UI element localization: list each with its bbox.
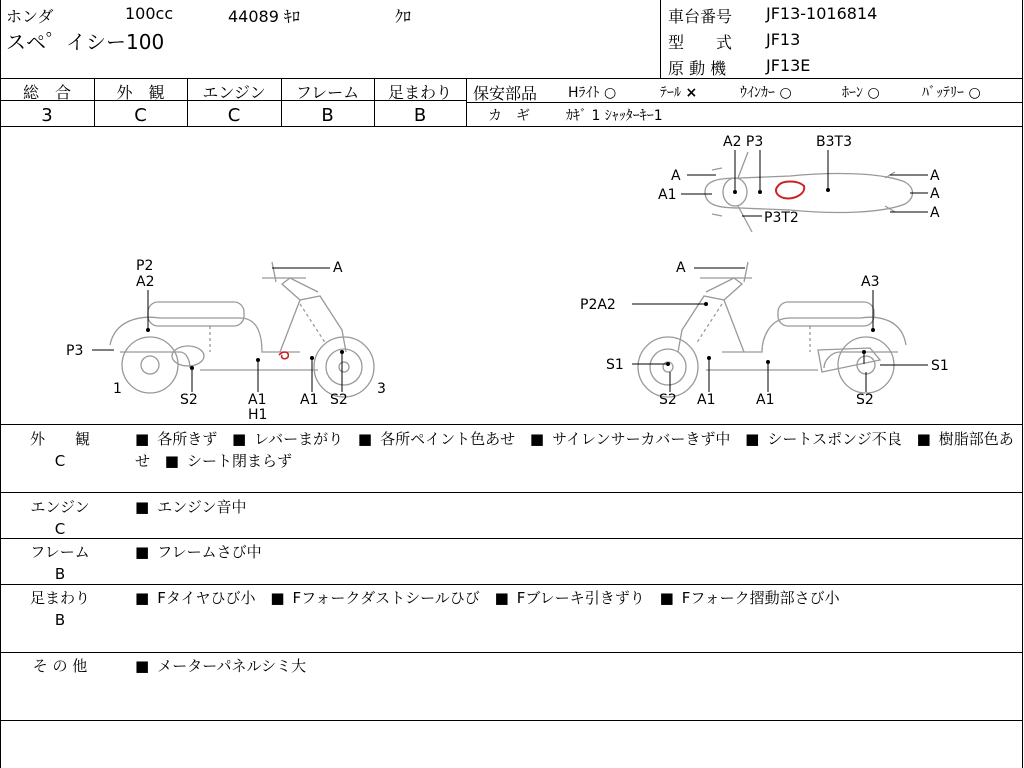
divider-other <box>0 720 1023 721</box>
safety-item-name: Hﾗｲﾄ <box>568 85 600 101</box>
grade-engine <box>187 80 281 126</box>
label-s1: S1 <box>606 357 624 373</box>
label-a: A <box>676 260 686 276</box>
chassis-value: JF13-1016814 <box>766 4 878 23</box>
remark-grade: B <box>54 565 66 583</box>
label-s2: S2 <box>856 392 874 408</box>
remark-other-header <box>0 655 120 677</box>
remark-item: ■ Fブレーキ引きずり <box>495 589 645 607</box>
label-3: 3 <box>377 381 386 397</box>
safety-item-name: ﾎｰﾝ <box>842 85 863 101</box>
label-p2a2: P2A2 <box>580 297 616 313</box>
remark-item: ■ サイレンサーカバーきず中 <box>530 430 730 448</box>
remark-item: ■ シート閉まらず <box>165 452 292 470</box>
safety-label: 保安部品 <box>473 84 538 103</box>
type-label: 型 式 <box>668 33 733 52</box>
remark-exterior-header <box>0 428 120 472</box>
safety-item-tail <box>660 82 697 102</box>
mileage: 44089 ｷﾛ <box>228 7 300 26</box>
safety-item-battery <box>922 82 981 102</box>
remark-item: ■ 樹脂部色あせ <box>135 430 1014 470</box>
remark-label: エンジン <box>30 498 90 516</box>
safety-item-name: ﾊﾞｯﾃﾘｰ <box>922 85 964 101</box>
label-a1: A1 <box>697 392 716 408</box>
grade-value: C <box>227 105 241 126</box>
grade-value: B <box>413 105 427 126</box>
remark-grade: C <box>54 520 66 538</box>
label-1: 1 <box>113 381 122 397</box>
grade-label: フレーム <box>295 83 360 102</box>
remark-engine-items <box>135 496 256 518</box>
remark-frame-header <box>0 541 120 585</box>
leader-lines-right <box>632 268 928 392</box>
safety-item-mark: ○ <box>603 85 617 101</box>
type-value: JF13 <box>766 30 801 49</box>
label-a: A <box>930 205 940 221</box>
scooter-diagram <box>0 127 1022 423</box>
label-a1: A1 <box>300 392 319 408</box>
label-a: A <box>930 186 940 202</box>
label-s1: S1 <box>931 358 949 374</box>
engine-value: JF13E <box>766 56 811 75</box>
label-p2: P2 <box>136 258 154 274</box>
grade-suspension <box>374 80 466 126</box>
grade-label: 総 合 <box>22 83 71 102</box>
grade-frame <box>281 80 374 126</box>
remark-grade: C <box>54 452 66 470</box>
safety-item-mark: × <box>685 85 698 101</box>
safety-item-name: ﾃｰﾙ <box>660 85 681 101</box>
remark-label: フレーム <box>30 543 90 561</box>
remark-item: ■ Fフォークダストシールひび <box>270 589 479 607</box>
label-a1: A1 <box>658 187 677 203</box>
remark-item: ■ エンジン音中 <box>135 498 246 516</box>
divider-suspension <box>0 652 1023 653</box>
remark-other-items <box>135 655 316 677</box>
remark-label: そ の 他 <box>32 657 88 675</box>
divider-frame <box>0 584 1023 585</box>
maker: ホンダ <box>6 7 54 26</box>
remark-label: 外 観 <box>29 430 90 448</box>
remark-label: 足まわり <box>29 589 90 607</box>
divider-engine <box>0 538 1023 539</box>
grade-label: エンジン <box>202 83 266 102</box>
divider-header <box>0 78 1023 79</box>
remark-item: ■ 各所ペイント色あせ <box>358 430 515 448</box>
divider-diagram <box>0 424 1023 425</box>
label-a1: A1 <box>756 392 775 408</box>
remark-suspension-header <box>0 587 120 631</box>
label-b3t3: B3T3 <box>816 134 852 150</box>
safety-item-headlight <box>568 82 616 102</box>
label-a: A <box>930 168 940 184</box>
chassis-label: 車台番号 <box>668 7 733 26</box>
label-a: A <box>333 260 343 276</box>
model-name: スペ゜イシー100 <box>6 30 165 54</box>
remark-frame-items <box>135 541 272 563</box>
divider-exterior <box>0 492 1023 493</box>
safety-item-name: ｳｲﾝｶｰ <box>740 85 775 101</box>
grade-label: 外 観 <box>116 83 165 102</box>
label-p3: P3 <box>66 343 84 359</box>
safety-line <box>466 102 1023 103</box>
label-s2: S2 <box>330 392 348 408</box>
key-value: ｶｷﾞ 1 ｼｬｯﾀｰｷｰ1 <box>566 108 663 124</box>
safety-item-mark: ○ <box>779 85 792 101</box>
label-a2p3: A2 P3 <box>723 134 764 150</box>
label-s2: S2 <box>659 392 677 408</box>
divider-header-vertical <box>660 0 661 78</box>
safety-item-mark: ○ <box>867 85 880 101</box>
key-label: カ ギ <box>488 108 530 124</box>
grade-value: B <box>321 105 334 126</box>
grade-value: C <box>134 105 147 126</box>
remark-grade: B <box>54 611 66 629</box>
remark-item: ■ レバーまがり <box>232 430 343 448</box>
grade-value: 3 <box>41 105 53 126</box>
grade-overall <box>0 80 94 126</box>
label-h1: H1 <box>248 407 268 423</box>
grade-exterior <box>94 80 187 126</box>
remark-item: ■ シートスポンジ不良 <box>745 430 902 448</box>
grade-label: 足まわり <box>387 83 452 102</box>
label-s2: S2 <box>180 392 198 408</box>
label-a: A <box>671 168 681 184</box>
color: ｸﾛ <box>395 7 412 26</box>
damage-mark-left <box>279 352 288 359</box>
safety-item-mark: ○ <box>968 85 981 101</box>
remark-exterior-items <box>135 428 1015 472</box>
remark-item: ■ Fタイヤひび小 <box>135 589 256 607</box>
remark-item: ■ 各所きず <box>135 430 217 448</box>
displacement: 100cc <box>125 4 174 23</box>
label-a3: A3 <box>861 274 880 290</box>
safety-item-horn <box>842 82 880 102</box>
label-p3t2: P3T2 <box>764 210 799 226</box>
label-a2: A2 <box>136 274 155 290</box>
safety-item-winker <box>740 82 792 102</box>
label-a1: A1 <box>248 392 267 408</box>
remark-suspension-items <box>135 587 850 609</box>
remark-item: ■ メーターパネルシミ大 <box>135 657 306 675</box>
remark-engine-header <box>0 496 120 540</box>
remark-item: ■ フレームさび中 <box>135 543 262 561</box>
damage-mark-top <box>776 182 804 199</box>
remark-item: ■ Fフォーク摺動部さび小 <box>660 589 840 607</box>
engine-label: 原 動 機 <box>668 59 727 78</box>
